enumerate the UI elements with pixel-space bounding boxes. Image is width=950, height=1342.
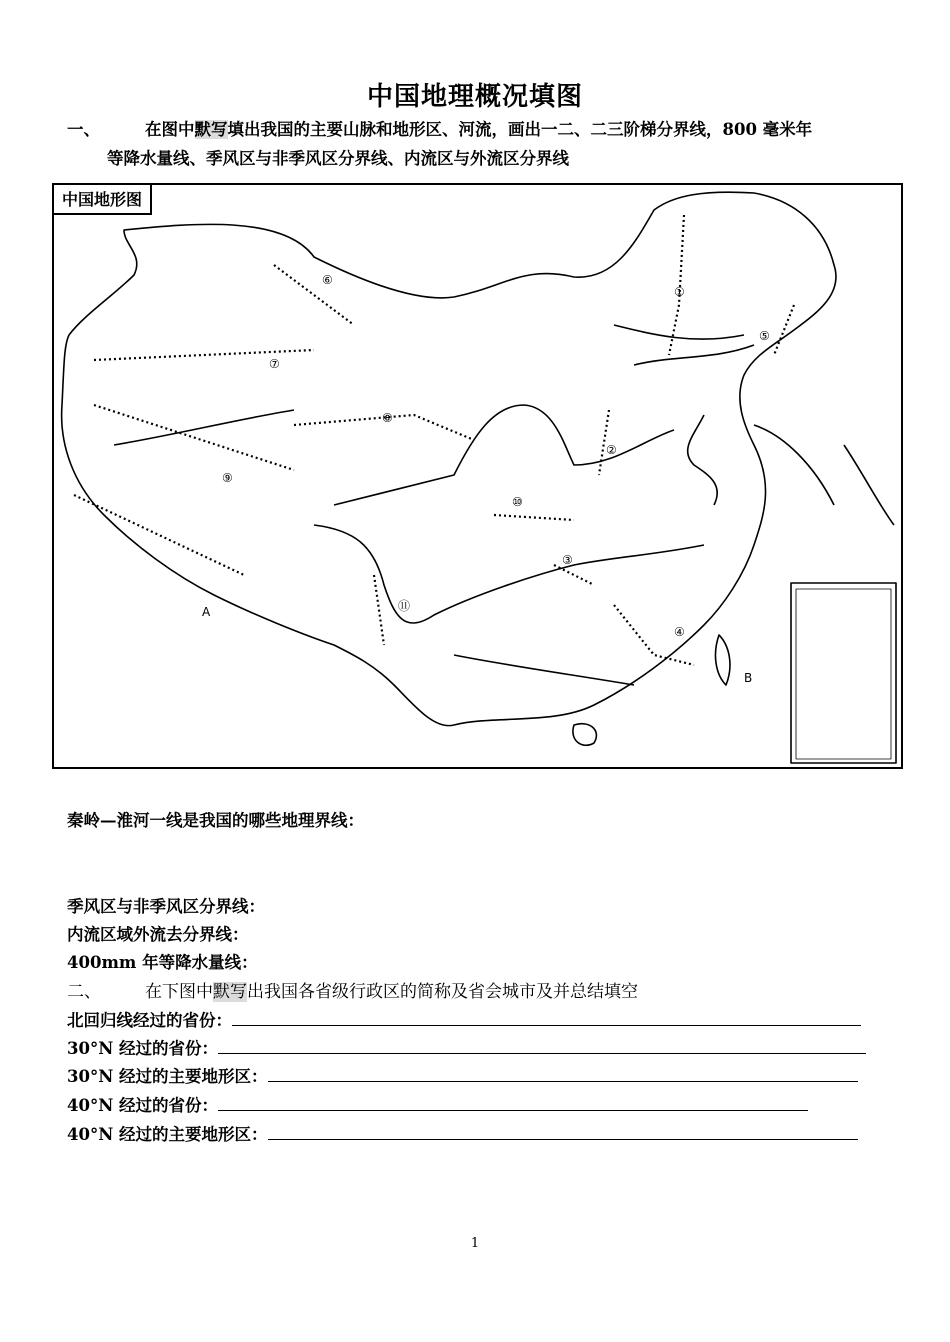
mountain-range-11 <box>374 575 384 645</box>
fill-30n-provinces-label: 30°N 经过的省份： <box>67 1039 219 1058</box>
question-qinling-huaihe: 秦岭—淮河一线是我国的哪些地理界线： <box>67 811 364 830</box>
question-monsoon-boundary: 季风区与非季风区分界线： <box>67 897 265 916</box>
mountain-range-10 <box>494 515 574 520</box>
marker-1: ① <box>674 285 685 299</box>
section-1-text-a: 在图中 <box>145 120 195 139</box>
marker-4: ④ <box>674 625 685 639</box>
fill-40n-provinces-label: 40°N 经过的省份： <box>67 1096 219 1115</box>
marker-5: ⑤ <box>759 329 770 343</box>
fill-30n-provinces <box>67 1035 866 1059</box>
answer-line-3[interactable] <box>268 1067 858 1082</box>
fill-30n-terrain <box>67 1063 858 1087</box>
map-drawing <box>54 185 900 766</box>
label-b: B <box>744 671 753 685</box>
answer-line-5[interactable] <box>268 1125 858 1140</box>
section-1-number: 一、 <box>67 120 100 139</box>
fill-tropic-of-cancer <box>67 1007 861 1031</box>
yangtze-river <box>314 525 704 623</box>
section-2-highlight: 默写 <box>213 982 247 1002</box>
page-number: 1 <box>470 1236 480 1251</box>
border-outline <box>62 192 836 725</box>
marker-10: ⑩ <box>512 495 523 509</box>
section-1-highlight: 默写 <box>194 120 228 139</box>
answer-line-4[interactable] <box>218 1096 808 1111</box>
fill-40n-terrain <box>67 1121 858 1145</box>
section-1-instruction-line2: 等降水量线、季风区与非季风区分界线、内流区与外流区分界线 <box>107 149 569 168</box>
marker-7: ⑦ <box>269 357 280 371</box>
fill-40n-provinces <box>67 1092 808 1116</box>
taiwan-island <box>715 635 729 685</box>
label-a: A <box>202 605 211 619</box>
marker-3: ③ <box>562 553 573 567</box>
mountain-range-5 <box>774 305 794 355</box>
marker-2: ② <box>606 443 617 457</box>
section-1-instruction <box>67 116 812 140</box>
china-terrain-map <box>52 183 903 769</box>
answer-line-1[interactable] <box>232 1011 861 1026</box>
section-2-text-b: 出我国各省级行政区的简称及省会城市及并总结填空 <box>247 982 638 1002</box>
south-china-sea-inset <box>791 583 896 763</box>
map-title: 中国地形图 <box>54 185 152 215</box>
fill-40n-terrain-label: 40°N 经过的主要地形区： <box>67 1125 268 1144</box>
question-400mm-line: 400mm 年等降水量线： <box>67 953 258 972</box>
section-1-text-b: 填出我国的主要山脉和地形区、河流，画出一二、二三阶梯分界线，800 毫米年 <box>227 120 813 139</box>
mountain-range-7 <box>94 350 314 360</box>
fill-30n-terrain-label: 30°N 经过的主要地形区： <box>67 1067 268 1086</box>
question-inland-boundary: 内流区域外流去分界线： <box>67 925 249 944</box>
mountain-range-12 <box>74 495 244 575</box>
section-2-text-a: 在下图中 <box>145 982 213 1002</box>
marker-9: ⑨ <box>222 471 233 485</box>
fill-tropic-of-cancer-label: 北回归线经过的省份： <box>67 1011 232 1030</box>
hainan-island <box>573 724 597 746</box>
section-2-instruction <box>67 977 638 1002</box>
answer-line-2[interactable] <box>218 1039 866 1054</box>
mountain-range-3 <box>554 565 594 585</box>
marker-11: ⑪ <box>398 599 411 613</box>
marker-8: ⑧ <box>382 411 393 425</box>
section-2-number: 二、 <box>67 982 101 1002</box>
mountain-range-6 <box>274 265 354 325</box>
page-title: 中国地理概况填图 <box>366 82 583 112</box>
marker-6: ⑥ <box>322 273 333 287</box>
